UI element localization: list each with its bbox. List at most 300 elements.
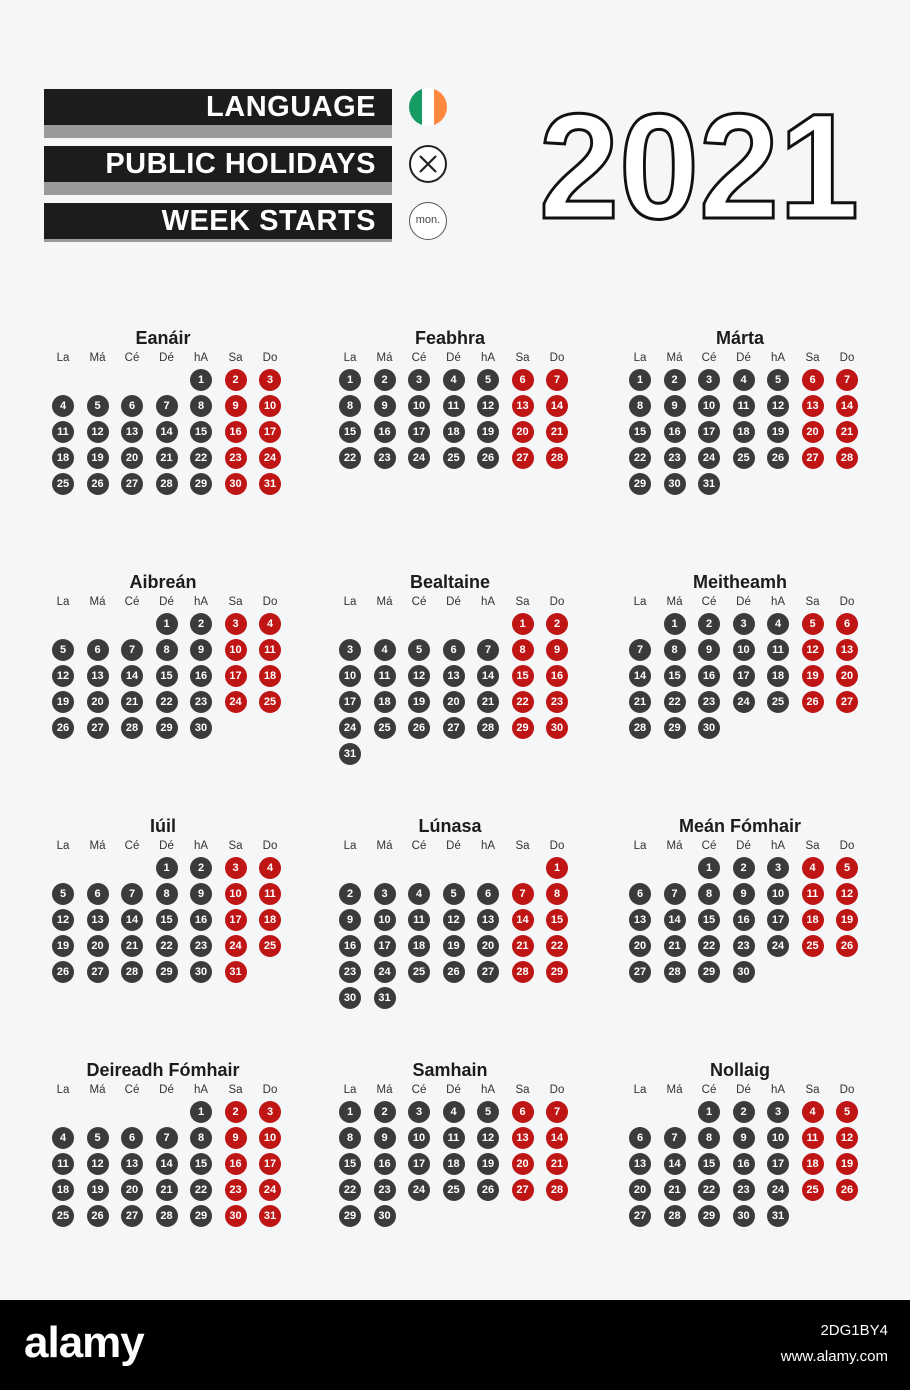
day-cell: 20 — [836, 665, 858, 687]
day-cell: 6 — [121, 395, 143, 417]
day-cell: 3 — [225, 857, 247, 879]
day-cell: 14 — [156, 1153, 178, 1175]
weekday-label: hA — [193, 352, 209, 364]
day-cell: 25 — [52, 1205, 74, 1227]
day-cell: 30 — [733, 1205, 755, 1227]
weekday-label: hA — [770, 1084, 786, 1096]
day-cell: 15 — [156, 909, 178, 931]
day-cell: 8 — [339, 1127, 361, 1149]
day-cell: 1 — [339, 369, 361, 391]
day-cell: 16 — [339, 935, 361, 957]
ireland-flag-icon — [409, 88, 447, 126]
month-title: Samhain — [412, 1060, 488, 1080]
day-cell: 28 — [156, 473, 178, 495]
day-cell: 10 — [408, 1127, 430, 1149]
day-cell: 20 — [477, 935, 499, 957]
day-cell: 25 — [408, 961, 430, 983]
day-cell: 28 — [546, 447, 568, 469]
day-cell: 25 — [802, 1179, 824, 1201]
month-block — [320, 1059, 580, 1231]
weekday-label: Do — [262, 840, 278, 852]
day-cell: 29 — [512, 717, 534, 739]
day-cell: 19 — [477, 1153, 499, 1175]
day-cell: 12 — [87, 1153, 109, 1175]
weekday-label: Sa — [805, 1084, 820, 1096]
day-cell: 26 — [767, 447, 789, 469]
day-cell: 11 — [733, 395, 755, 417]
day-cell: 29 — [190, 473, 212, 495]
weekday-label: Cé — [411, 840, 427, 852]
weekday-label: Cé — [701, 1084, 717, 1096]
day-cell: 5 — [87, 395, 109, 417]
day-cell: 23 — [339, 961, 361, 983]
day-cell: 28 — [629, 717, 651, 739]
day-cell: 10 — [339, 665, 361, 687]
day-cell: 24 — [733, 691, 755, 713]
day-cell: 2 — [374, 369, 396, 391]
day-cell: 14 — [121, 909, 143, 931]
day-cell: 31 — [339, 743, 361, 765]
day-cell: 2 — [664, 369, 686, 391]
day-cell: 21 — [546, 1153, 568, 1175]
day-cell: 19 — [408, 691, 430, 713]
day-cell: 18 — [802, 909, 824, 931]
day-cell: 25 — [374, 717, 396, 739]
weekday-label: Má — [376, 840, 393, 852]
weekday-label: Má — [666, 840, 683, 852]
day-cell: 25 — [802, 935, 824, 957]
year-text: 2021 — [539, 82, 859, 240]
weekday-label: Má — [89, 596, 106, 608]
day-cell: 7 — [512, 883, 534, 905]
day-cell: 6 — [121, 1127, 143, 1149]
day-cell: 12 — [802, 639, 824, 661]
weekday-label: Sa — [515, 1084, 530, 1096]
day-cell: 4 — [52, 395, 74, 417]
day-cell: 15 — [512, 665, 534, 687]
day-cell: 22 — [546, 935, 568, 957]
weekday-label: Sa — [805, 840, 820, 852]
weekday-label: hA — [193, 840, 209, 852]
day-cell: 30 — [664, 473, 686, 495]
day-grid — [610, 613, 870, 743]
month-title: Nollaig — [709, 1060, 770, 1080]
day-cell: 6 — [87, 883, 109, 905]
day-cell: 29 — [190, 1205, 212, 1227]
day-cell: 27 — [87, 717, 109, 739]
weekday-label: Cé — [124, 840, 140, 852]
day-cell: 26 — [836, 1179, 858, 1201]
day-cell: 4 — [52, 1127, 74, 1149]
day-cell: 19 — [802, 665, 824, 687]
weekday-label: Sa — [228, 352, 243, 364]
day-cell: 29 — [629, 473, 651, 495]
year-title — [536, 80, 866, 240]
day-cell: 29 — [156, 961, 178, 983]
day-cell: 30 — [733, 961, 755, 983]
day-cell: 21 — [664, 1179, 686, 1201]
day-cell: 2 — [225, 1101, 247, 1123]
day-cell: 3 — [733, 613, 755, 635]
day-cell: 29 — [339, 1205, 361, 1227]
day-cell: 13 — [802, 395, 824, 417]
day-cell: 27 — [629, 961, 651, 983]
day-cell: 2 — [546, 613, 568, 635]
day-cell: 5 — [443, 883, 465, 905]
weekday-label: Do — [839, 596, 855, 608]
day-cell: 24 — [698, 447, 720, 469]
day-cell: 21 — [512, 935, 534, 957]
weekday-label: La — [343, 840, 357, 852]
day-grid — [33, 613, 293, 743]
weekday-label: Do — [839, 1084, 855, 1096]
weekday-label: Sa — [515, 840, 530, 852]
day-cell: 4 — [802, 1101, 824, 1123]
weekday-label: hA — [480, 596, 496, 608]
day-cell: 24 — [408, 447, 430, 469]
month-block — [610, 1059, 870, 1231]
day-cell: 1 — [546, 857, 568, 879]
day-cell: 28 — [664, 1205, 686, 1227]
day-cell: 15 — [190, 1153, 212, 1175]
day-cell: 17 — [374, 935, 396, 957]
day-cell: 10 — [767, 1127, 789, 1149]
weekday-label: hA — [480, 1084, 496, 1096]
weekday-label: Do — [549, 1084, 565, 1096]
day-cell: 20 — [512, 421, 534, 443]
day-cell: 23 — [190, 691, 212, 713]
weekday-label: Sa — [515, 352, 530, 364]
weekday-label: hA — [480, 352, 496, 364]
weekday-header — [33, 593, 293, 613]
day-cell: 24 — [339, 717, 361, 739]
cross-circle-icon — [409, 145, 447, 183]
weekday-label: hA — [193, 1084, 209, 1096]
day-cell: 3 — [408, 1101, 430, 1123]
day-cell: 9 — [664, 395, 686, 417]
day-cell: 1 — [629, 369, 651, 391]
day-cell: 25 — [259, 935, 281, 957]
day-cell: 27 — [512, 447, 534, 469]
day-cell: 30 — [225, 1205, 247, 1227]
weekday-label: Dé — [159, 840, 174, 852]
day-cell: 14 — [156, 421, 178, 443]
day-cell: 21 — [121, 691, 143, 713]
day-cell: 11 — [443, 1127, 465, 1149]
day-cell: 11 — [802, 883, 824, 905]
day-cell: 28 — [546, 1179, 568, 1201]
day-cell: 16 — [190, 909, 212, 931]
day-cell: 28 — [121, 961, 143, 983]
day-cell: 24 — [225, 935, 247, 957]
day-cell: 10 — [259, 1127, 281, 1149]
day-cell: 1 — [156, 613, 178, 635]
day-cell: 7 — [664, 1127, 686, 1149]
day-cell: 17 — [339, 691, 361, 713]
day-cell: 20 — [802, 421, 824, 443]
day-cell: 4 — [802, 857, 824, 879]
day-cell: 3 — [374, 883, 396, 905]
day-cell: 15 — [698, 909, 720, 931]
day-cell: 21 — [836, 421, 858, 443]
day-cell: 12 — [477, 395, 499, 417]
weekday-label: Do — [262, 1084, 278, 1096]
weekday-label: La — [633, 1084, 647, 1096]
day-cell: 30 — [698, 717, 720, 739]
weekday-label: Do — [262, 352, 278, 364]
day-cell: 28 — [477, 717, 499, 739]
day-cell: 31 — [767, 1205, 789, 1227]
weekday-header — [320, 1081, 580, 1101]
weekday-label: Cé — [124, 1084, 140, 1096]
day-cell: 4 — [259, 613, 281, 635]
day-cell: 20 — [443, 691, 465, 713]
day-cell: 11 — [259, 639, 281, 661]
day-cell: 17 — [767, 1153, 789, 1175]
day-cell: 18 — [52, 1179, 74, 1201]
weekday-label: Dé — [159, 352, 174, 364]
weekday-label: Dé — [159, 1084, 174, 1096]
day-cell: 1 — [156, 857, 178, 879]
weekday-header — [610, 1081, 870, 1101]
day-cell: 17 — [259, 421, 281, 443]
day-cell: 13 — [87, 665, 109, 687]
day-cell: 20 — [87, 691, 109, 713]
weekday-label: Cé — [701, 352, 717, 364]
day-cell: 20 — [629, 935, 651, 957]
day-cell: 1 — [698, 1101, 720, 1123]
day-cell: 2 — [225, 369, 247, 391]
day-cell: 19 — [836, 909, 858, 931]
day-cell: 29 — [156, 717, 178, 739]
day-cell: 5 — [52, 883, 74, 905]
day-cell: 16 — [733, 909, 755, 931]
month-title: Meán Fómhair — [678, 816, 802, 836]
day-cell: 6 — [512, 369, 534, 391]
day-cell: 20 — [512, 1153, 534, 1175]
day-cell: 4 — [443, 1101, 465, 1123]
weekday-label: Sa — [515, 596, 530, 608]
day-cell: 25 — [443, 1179, 465, 1201]
weekday-label: Do — [549, 596, 565, 608]
day-cell: 29 — [546, 961, 568, 983]
day-cell: 17 — [225, 665, 247, 687]
weekday-label: La — [343, 1084, 357, 1096]
day-cell: 15 — [698, 1153, 720, 1175]
day-cell: 12 — [836, 1127, 858, 1149]
day-cell: 18 — [443, 421, 465, 443]
day-cell: 26 — [87, 473, 109, 495]
day-cell: 16 — [225, 421, 247, 443]
day-cell: 15 — [629, 421, 651, 443]
day-cell: 17 — [408, 421, 430, 443]
day-cell: 20 — [121, 1179, 143, 1201]
day-cell: 5 — [52, 639, 74, 661]
day-cell: 22 — [339, 1179, 361, 1201]
day-cell: 8 — [190, 1127, 212, 1149]
day-grid — [610, 1101, 870, 1231]
day-cell: 10 — [259, 395, 281, 417]
day-cell: 13 — [629, 1153, 651, 1175]
day-cell: 24 — [767, 1179, 789, 1201]
day-cell: 26 — [52, 961, 74, 983]
month-block — [610, 571, 870, 743]
weekday-label: hA — [770, 596, 786, 608]
day-cell: 13 — [87, 909, 109, 931]
day-grid — [610, 369, 870, 499]
day-cell: 22 — [698, 1179, 720, 1201]
month-title: Márta — [715, 328, 764, 348]
day-cell: 14 — [836, 395, 858, 417]
month-title: Iúil — [150, 816, 176, 836]
weekday-label: Má — [666, 1084, 683, 1096]
day-cell: 24 — [259, 447, 281, 469]
weekday-label: Do — [549, 840, 565, 852]
day-cell: 5 — [836, 857, 858, 879]
day-cell: 27 — [121, 1205, 143, 1227]
day-cell: 9 — [733, 883, 755, 905]
day-cell: 16 — [374, 421, 396, 443]
day-cell: 23 — [733, 1179, 755, 1201]
day-cell: 11 — [408, 909, 430, 931]
day-cell: 27 — [87, 961, 109, 983]
month-block — [33, 815, 293, 987]
day-cell: 25 — [733, 447, 755, 469]
day-cell: 18 — [374, 691, 396, 713]
day-cell: 6 — [477, 883, 499, 905]
day-cell: 8 — [156, 639, 178, 661]
day-cell: 7 — [156, 395, 178, 417]
day-cell: 6 — [512, 1101, 534, 1123]
day-cell: 28 — [121, 717, 143, 739]
calendar-header — [0, 0, 910, 260]
day-cell: 2 — [733, 1101, 755, 1123]
day-cell: 19 — [52, 691, 74, 713]
weekday-label: Sa — [228, 596, 243, 608]
day-cell: 12 — [767, 395, 789, 417]
day-cell: 23 — [190, 935, 212, 957]
day-cell: 25 — [52, 473, 74, 495]
day-cell: 31 — [374, 987, 396, 1009]
weekday-label: Má — [376, 1084, 393, 1096]
day-cell: 8 — [339, 395, 361, 417]
weekday-label: Má — [376, 352, 393, 364]
day-cell: 9 — [225, 395, 247, 417]
day-cell: 18 — [52, 447, 74, 469]
day-cell: 7 — [546, 369, 568, 391]
weekday-header — [320, 349, 580, 369]
day-cell: 29 — [698, 1205, 720, 1227]
weekday-label: Dé — [446, 596, 461, 608]
weekday-header — [610, 593, 870, 613]
month-block — [610, 327, 870, 499]
day-cell: 1 — [512, 613, 534, 635]
weekday-label: Má — [89, 352, 106, 364]
day-cell: 19 — [87, 1179, 109, 1201]
day-cell: 17 — [408, 1153, 430, 1175]
day-cell: 9 — [374, 395, 396, 417]
language-label: LANGUAGE — [44, 89, 392, 125]
day-cell: 14 — [512, 909, 534, 931]
day-cell: 9 — [225, 1127, 247, 1149]
day-cell: 7 — [546, 1101, 568, 1123]
day-cell: 9 — [698, 639, 720, 661]
day-cell: 19 — [443, 935, 465, 957]
day-cell: 10 — [408, 395, 430, 417]
day-cell: 13 — [121, 421, 143, 443]
day-cell: 4 — [733, 369, 755, 391]
day-cell: 3 — [408, 369, 430, 391]
monday-icon: mon. — [409, 202, 447, 240]
weekday-header — [320, 837, 580, 857]
weekday-label: Má — [666, 352, 683, 364]
weekday-label: Sa — [228, 840, 243, 852]
day-cell: 7 — [121, 639, 143, 661]
day-cell: 21 — [156, 447, 178, 469]
day-cell: 15 — [546, 909, 568, 931]
day-cell: 9 — [190, 883, 212, 905]
day-cell: 23 — [698, 691, 720, 713]
day-cell: 15 — [664, 665, 686, 687]
weekday-label: hA — [193, 596, 209, 608]
weekday-label: La — [633, 840, 647, 852]
day-grid — [320, 369, 580, 473]
day-cell: 14 — [477, 665, 499, 687]
weekday-label: Cé — [411, 596, 427, 608]
weekday-label: La — [633, 352, 647, 364]
day-cell: 6 — [443, 639, 465, 661]
month-title: Deireadh Fómhair — [86, 1060, 240, 1080]
day-cell: 7 — [477, 639, 499, 661]
day-cell: 15 — [190, 421, 212, 443]
day-cell: 18 — [733, 421, 755, 443]
day-cell: 11 — [802, 1127, 824, 1149]
site-url: www.alamy.com — [780, 1348, 888, 1365]
day-cell: 27 — [629, 1205, 651, 1227]
weekday-label: Do — [549, 352, 565, 364]
day-cell: 25 — [767, 691, 789, 713]
weekday-label: Sa — [805, 352, 820, 364]
day-cell: 31 — [259, 1205, 281, 1227]
day-cell: 6 — [87, 639, 109, 661]
weekday-label: Do — [839, 840, 855, 852]
day-cell: 14 — [121, 665, 143, 687]
day-cell: 1 — [190, 1101, 212, 1123]
stock-id: 2DG1BY4 — [820, 1322, 888, 1339]
day-cell: 13 — [121, 1153, 143, 1175]
weekday-label: Cé — [124, 596, 140, 608]
day-cell: 22 — [190, 1179, 212, 1201]
day-cell: 29 — [664, 717, 686, 739]
day-cell: 9 — [374, 1127, 396, 1149]
day-grid — [320, 1101, 580, 1231]
day-cell: 23 — [225, 447, 247, 469]
day-cell: 15 — [339, 1153, 361, 1175]
month-title: Bealtaine — [409, 572, 491, 592]
day-cell: 22 — [512, 691, 534, 713]
day-cell: 25 — [443, 447, 465, 469]
day-cell: 2 — [698, 613, 720, 635]
weekday-label: Cé — [411, 352, 427, 364]
day-cell: 18 — [767, 665, 789, 687]
day-cell: 31 — [259, 473, 281, 495]
weekday-label: hA — [770, 352, 786, 364]
day-cell: 11 — [259, 883, 281, 905]
day-cell: 23 — [664, 447, 686, 469]
weekday-label: Má — [376, 596, 393, 608]
day-grid — [320, 613, 580, 769]
day-cell: 16 — [733, 1153, 755, 1175]
